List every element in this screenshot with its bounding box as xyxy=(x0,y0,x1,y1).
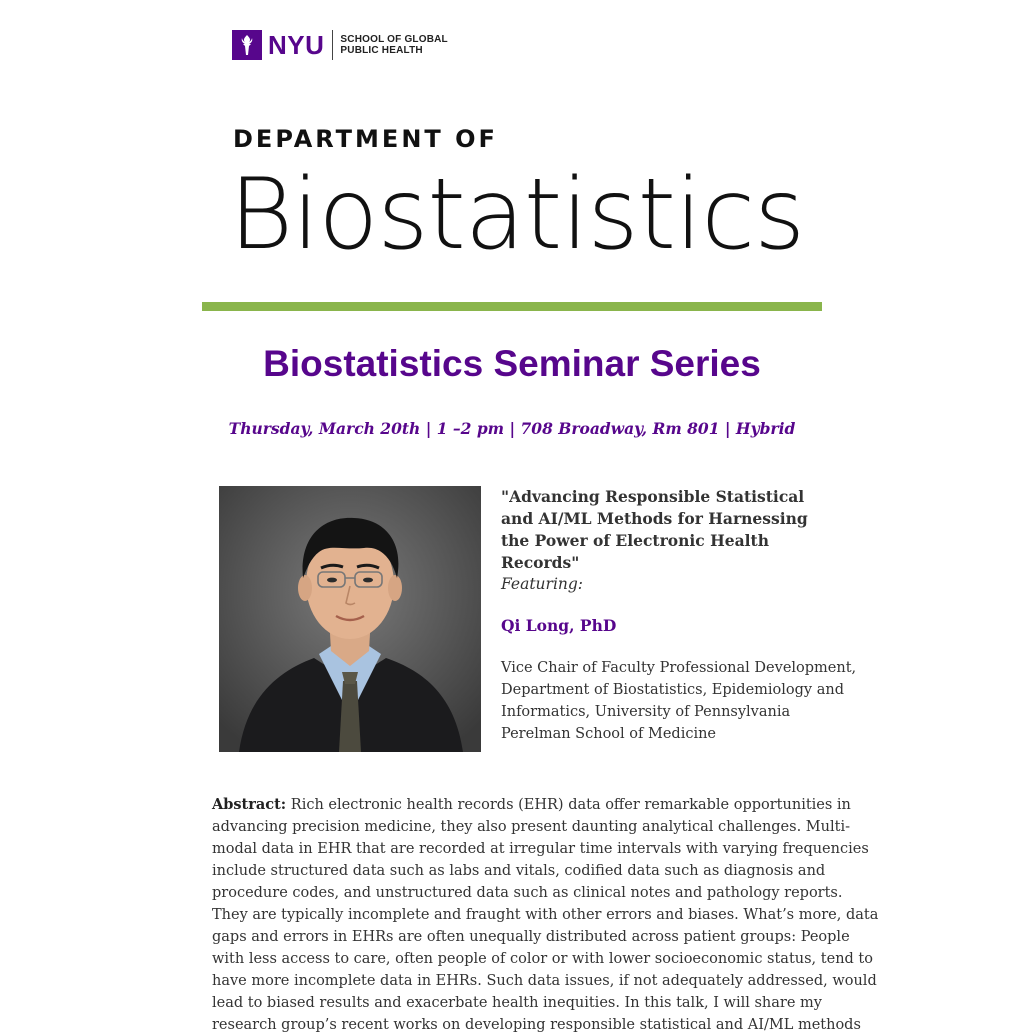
abstract-label: Abstract: xyxy=(212,796,287,813)
abstract-line: gaps and errors in EHRs are often unequally distributed across patient groups: People xyxy=(212,929,850,945)
school-name-line-1: SCHOOL OF GLOBAL xyxy=(340,34,448,45)
speaker-name: Qi Long, PhD xyxy=(501,616,617,635)
department-prefix: DEPARTMENT OF xyxy=(233,125,498,153)
abstract-line: modal data in EHR that are recorded at irregular time intervals with varying frequencies xyxy=(212,841,869,857)
affiliation-line: Perelman School of Medicine xyxy=(501,726,717,742)
abstract xyxy=(212,794,879,1036)
abstract-line: lead to biased results and exacerbate health inequities. In this talk, I will share my xyxy=(212,995,822,1011)
abstract-first-line xyxy=(212,794,851,816)
abstract-line: with less access to care, often people of color or with lower socioeconomic status, tend to xyxy=(212,951,873,967)
speaker-photo xyxy=(219,486,481,752)
affiliation-line: Department of Biostatistics, Epidemiology and xyxy=(501,682,844,698)
nyu-wordmark: NYU xyxy=(268,30,325,60)
school-name xyxy=(340,34,447,56)
seminar-series-title: Biostatistics Seminar Series xyxy=(263,343,761,384)
nyu-logo xyxy=(232,30,448,60)
logo-divider xyxy=(332,30,333,60)
abstract-line: procedure codes, and unstructured data such as clinical notes and pathology reports. xyxy=(212,885,843,901)
abstract-line: advancing precision medicine, they also present daunting analytical challenges. Multi- xyxy=(212,819,850,835)
featuring-label: Featuring: xyxy=(501,575,584,593)
department-name: Biostatistics xyxy=(229,158,805,272)
abstract-line-text: Rich electronic health records (EHR) data offer remarkable opportunities in xyxy=(286,797,851,813)
event-details: Thursday, March 20th | 1 –2 pm | 708 Broadway, Rm 801 | Hybrid xyxy=(228,419,796,438)
abstract-line: include structured data such as labs and vitals, codified data such as diagnosis and xyxy=(212,863,826,879)
torch-icon xyxy=(232,30,262,60)
speaker-affiliation xyxy=(501,657,857,745)
talk-title: "Advancing Responsible Statistical and AI/ML Methods for Harnessing the Power of Electronic Health Records" xyxy=(501,487,808,572)
abstract-line: They are typically incomplete and fraught with other errors and biases. What’s more, data xyxy=(212,907,879,923)
school-name-line-2: PUBLIC HEALTH xyxy=(340,45,423,56)
affiliation-line: Vice Chair of Faculty Professional Development, xyxy=(501,660,857,676)
abstract-line: research group’s recent works on developing responsible statistical and AI/ML methods xyxy=(212,1017,861,1033)
affiliation-line: Informatics, University of Pennsylvania xyxy=(501,704,791,720)
abstract-line: have more incomplete data in EHRs. Such data issues, if not adequately addressed, would xyxy=(212,973,877,989)
green-divider xyxy=(202,302,822,311)
